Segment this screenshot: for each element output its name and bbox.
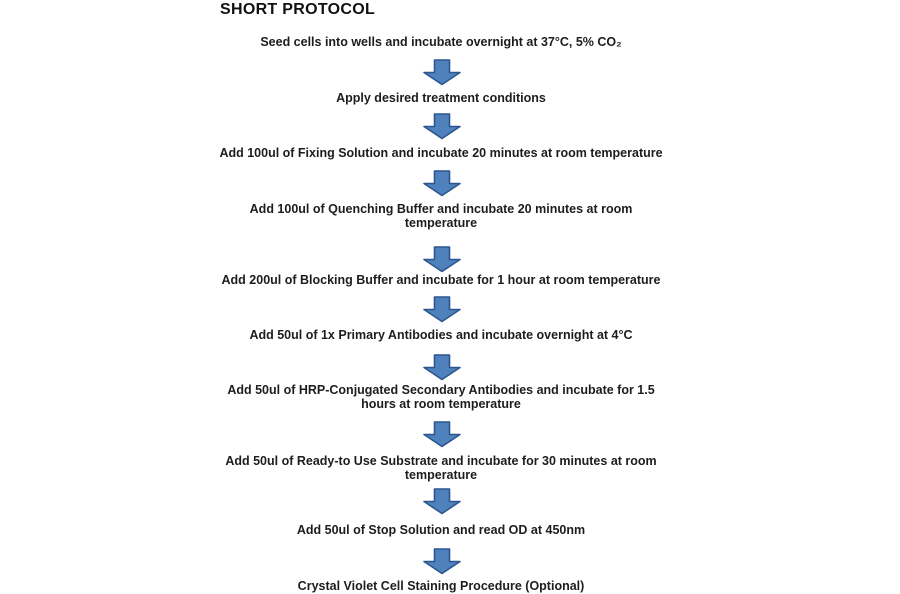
step-line: Add 200ul of Blocking Buffer and incubate for 1 hour at room temperature bbox=[221, 273, 661, 287]
protocol-step-5 bbox=[0, 273, 882, 287]
down-arrow-shape bbox=[424, 549, 460, 574]
protocol-step-6 bbox=[0, 328, 882, 342]
step-line: Add 50ul of Stop Solution and read OD at 450nm bbox=[296, 523, 586, 537]
protocol-step-2 bbox=[0, 91, 882, 105]
down-arrow-icon bbox=[423, 246, 461, 273]
protocol-step-3 bbox=[0, 146, 882, 160]
down-arrow-icon bbox=[423, 354, 461, 381]
protocol-step-8 bbox=[0, 454, 882, 482]
page-title: SHORT PROTOCOL bbox=[220, 1, 376, 18]
step-line: temperature bbox=[404, 216, 478, 230]
down-arrow-icon bbox=[423, 170, 461, 197]
down-arrow-icon bbox=[423, 113, 461, 140]
step-line: hours at room temperature bbox=[361, 397, 521, 411]
down-arrow-icon bbox=[423, 548, 461, 575]
step-line: Apply desired treatment conditions bbox=[336, 91, 546, 105]
step-line: Seed cells into wells and incubate overnight at 37°C, 5% CO₂ bbox=[260, 35, 622, 49]
step-line: Add 100ul of Quenching Buffer and incubate 20 minutes at room bbox=[249, 202, 633, 216]
protocol-step-10 bbox=[0, 579, 882, 593]
protocol-step-4 bbox=[0, 202, 882, 230]
down-arrow-shape bbox=[424, 355, 460, 380]
down-arrow-shape bbox=[424, 422, 460, 447]
down-arrow-icon bbox=[423, 421, 461, 448]
down-arrow-shape bbox=[424, 297, 460, 322]
protocol-step-7 bbox=[0, 383, 882, 411]
protocol-step-1 bbox=[0, 35, 882, 49]
step-line: Crystal Violet Cell Staining Procedure (Optional) bbox=[297, 579, 585, 593]
down-arrow-shape bbox=[424, 489, 460, 514]
down-arrow-icon bbox=[423, 488, 461, 515]
down-arrow-shape bbox=[424, 171, 460, 196]
step-line: Add 50ul of HRP-Conjugated Secondary Antibodies and incubate for 1.5 bbox=[227, 383, 655, 397]
down-arrow-shape bbox=[424, 247, 460, 272]
step-line: Add 50ul of Ready-to Use Substrate and incubate for 30 minutes at room bbox=[225, 454, 657, 468]
down-arrow-shape bbox=[424, 60, 460, 85]
step-line: Add 100ul of Fixing Solution and incubate 20 minutes at room temperature bbox=[219, 146, 663, 160]
down-arrow-icon bbox=[423, 296, 461, 323]
down-arrow-shape bbox=[424, 114, 460, 139]
down-arrow-icon bbox=[423, 59, 461, 86]
protocol-step-9 bbox=[0, 523, 882, 537]
step-line: temperature bbox=[404, 468, 478, 482]
step-line: Add 50ul of 1x Primary Antibodies and incubate overnight at 4°C bbox=[249, 328, 633, 342]
